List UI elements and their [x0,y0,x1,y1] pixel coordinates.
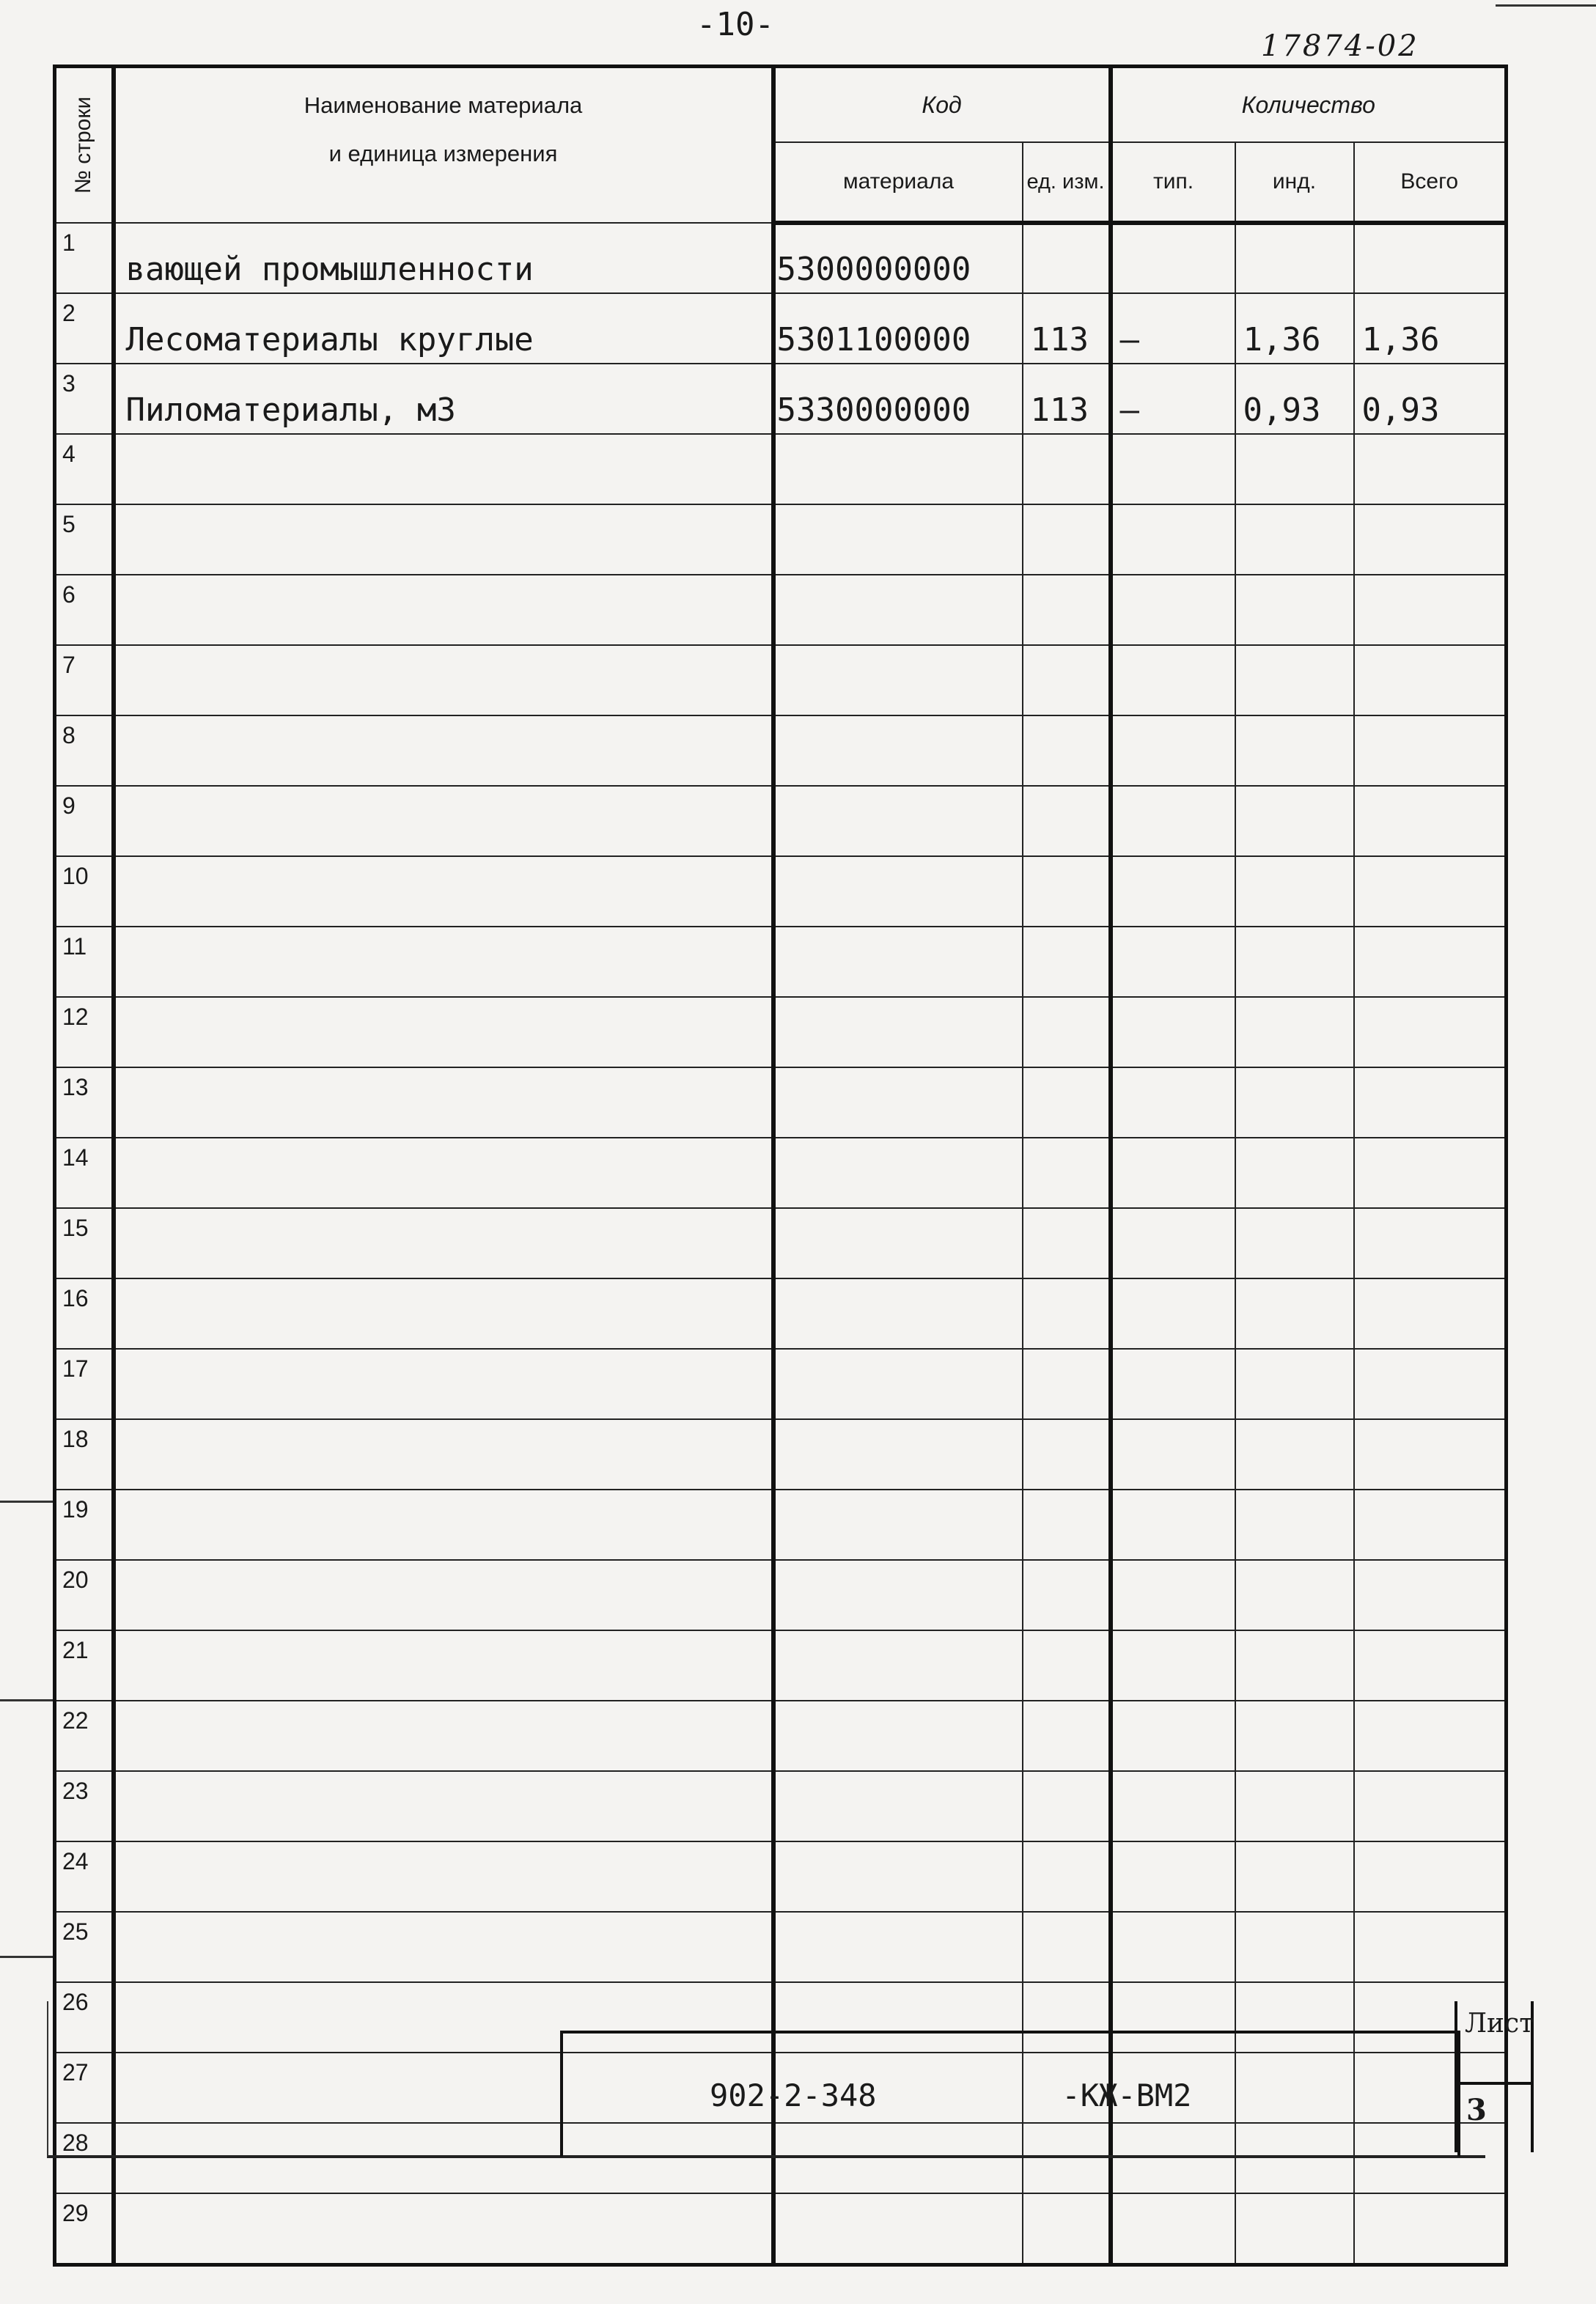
total-quantity-cell [1354,504,1507,575]
table-row [55,1067,1507,1138]
unit-code-cell [1023,575,1111,645]
total-quantity-cell [1354,1278,1507,1349]
total-quantity-cell: 1,36 [1354,293,1507,364]
total-quantity-cell [1354,856,1507,927]
row-number-cell: 20 [55,1560,114,1630]
total-quantity-cell [1354,1560,1507,1630]
unit-code-cell [1023,1349,1111,1419]
ind-header: инд. [1235,142,1354,223]
row-number-cell: 5 [55,504,114,575]
material-name-cell [114,504,773,575]
row-number-cell: 27 [55,2053,114,2123]
unit-code-cell [1023,715,1111,786]
unit-code-cell [1023,1278,1111,1349]
ind-quantity-cell [1235,1490,1354,1560]
total-quantity-cell [1354,223,1507,293]
table-row [55,786,1507,856]
material-code-cell [773,1067,1023,1138]
typ-quantity-cell [1111,1841,1235,1912]
material-name-header [114,67,773,224]
ind-quantity-cell [1235,927,1354,997]
table-row [55,1771,1507,1841]
table-row [55,223,1507,293]
unit-code-cell [1023,1912,1111,1982]
material-code-cell [773,504,1023,575]
total-quantity-cell [1354,1067,1507,1138]
materials-table-body [55,223,1507,2265]
ind-quantity-cell [1235,1701,1354,1771]
unit-code-cell [1023,504,1111,575]
typ-quantity-cell [1111,1912,1235,1982]
ind-quantity-cell [1235,997,1354,1067]
material-name-cell [114,1419,773,1490]
ind-quantity-cell [1235,645,1354,715]
row-number-header-label: № строки [71,96,96,194]
materials-table [53,65,1508,2267]
typ-quantity-cell: – [1111,293,1235,364]
row-number-cell: 18 [55,1419,114,1490]
table-row [55,364,1507,434]
typ-quantity-cell [1111,1278,1235,1349]
unit-code-cell [1023,1419,1111,1490]
unit-code-cell [1023,1138,1111,1208]
row-number-cell: 10 [55,856,114,927]
material-code-cell [773,1771,1023,1841]
ind-quantity-cell: 1,36 [1235,293,1354,364]
ind-quantity-cell [1235,1630,1354,1701]
material-name-cell: вающей промышленности [114,223,773,293]
typ-quantity-cell: – [1111,364,1235,434]
table-row [55,434,1507,504]
material-code-cell [773,575,1023,645]
total-quantity-cell [1354,1912,1507,1982]
ind-quantity-cell [1235,504,1354,575]
total-quantity-cell [1354,1419,1507,1490]
typ-quantity-cell [1111,1701,1235,1771]
total-quantity-cell [1354,1771,1507,1841]
document-code-box [560,2031,1460,2157]
ind-quantity-cell [1235,786,1354,856]
material-name-cell [114,715,773,786]
material-code-cell [773,1490,1023,1560]
table-row [55,856,1507,927]
total-quantity-cell [1354,1701,1507,1771]
table-row [55,575,1507,645]
total-quantity-cell [1354,786,1507,856]
material-name-cell [114,1912,773,1982]
ind-quantity-cell [1235,1419,1354,1490]
edge-line [1496,4,1596,7]
material-code-cell [773,1419,1023,1490]
typ-quantity-cell [1111,2193,1235,2265]
material-code-header: материала [773,142,1023,223]
row-number-cell: 11 [55,927,114,997]
material-code-cell [773,856,1023,927]
table-row [55,1560,1507,1630]
unit-code-cell [1023,434,1111,504]
table-row [55,1278,1507,1349]
material-name-cell [114,575,773,645]
row-number-cell: 4 [55,434,114,504]
material-name-cell [114,786,773,856]
ind-quantity-cell [1235,1349,1354,1419]
row-number-cell: 15 [55,1208,114,1278]
material-code-cell [773,1138,1023,1208]
margin-mark [0,1956,53,1958]
typ-quantity-cell [1111,715,1235,786]
sheet-number: 3 [1466,2093,1487,2127]
typ-quantity-cell [1111,645,1235,715]
unit-code-cell [1023,856,1111,927]
material-code-cell [773,1208,1023,1278]
material-code-cell [773,434,1023,504]
typ-quantity-cell [1111,1771,1235,1841]
material-name-cell [114,1138,773,1208]
row-number-cell: 7 [55,645,114,715]
material-code-cell: 5301100000 [773,293,1023,364]
table-row [55,293,1507,364]
unit-code-cell [1023,927,1111,997]
total-quantity-cell [1354,715,1507,786]
row-number-cell: 8 [55,715,114,786]
unit-code-cell [1023,1208,1111,1278]
material-name-cell [114,997,773,1067]
table-row [55,1701,1507,1771]
typ-quantity-cell [1111,1630,1235,1701]
material-name-cell [114,1630,773,1701]
ind-quantity-cell [1235,1138,1354,1208]
ind-quantity-cell [1235,2193,1354,2265]
typ-quantity-cell [1111,786,1235,856]
row-number-cell: 25 [55,1912,114,1982]
material-name-cell [114,1771,773,1841]
material-code-cell: 5300000000 [773,223,1023,293]
total-quantity-cell [1354,1630,1507,1701]
unit-code-cell [1023,1560,1111,1630]
material-name-cell [114,1208,773,1278]
typ-quantity-cell [1111,927,1235,997]
row-number-cell: 17 [55,1349,114,1419]
total-quantity-cell [1354,645,1507,715]
material-code-cell [773,645,1023,715]
material-name-cell [114,1278,773,1349]
table-row [55,2193,1507,2265]
ind-quantity-cell [1235,223,1354,293]
row-number-cell: 24 [55,1841,114,1912]
ind-quantity-cell [1235,575,1354,645]
material-name-cell [114,1560,773,1630]
table-row [55,1630,1507,1701]
material-code-cell: 5330000000 [773,364,1023,434]
ind-quantity-cell [1235,1208,1354,1278]
typ-quantity-cell [1111,1349,1235,1419]
row-number-cell: 29 [55,2193,114,2265]
table-row [55,1912,1507,1982]
material-name-cell [114,645,773,715]
typ-header: тип. [1111,142,1235,223]
table-row [55,645,1507,715]
total-quantity-cell [1354,1208,1507,1278]
material-code-cell [773,1841,1023,1912]
table-row [55,997,1507,1067]
typ-quantity-cell [1111,1067,1235,1138]
material-code-cell [773,1349,1023,1419]
row-number-cell: 12 [55,997,114,1067]
unit-code-cell: 113 [1023,364,1111,434]
sheet-label: Лист [1465,2009,1534,2039]
table-row [55,1490,1507,1560]
material-name-cell: Лесоматериалы круглые [114,293,773,364]
row-number-cell: 16 [55,1278,114,1349]
ind-quantity-cell [1235,1067,1354,1138]
material-code-cell [773,1630,1023,1701]
quantity-group-header: Количество [1111,67,1507,143]
row-number-cell: 28 [55,2123,114,2193]
unit-code-cell [1023,645,1111,715]
name-header-line1: Наименование материала [304,92,583,118]
unit-code-cell [1023,1701,1111,1771]
ind-quantity-cell [1235,1278,1354,1349]
title-block [47,2001,1534,2155]
material-code-cell [773,715,1023,786]
typ-quantity-cell [1111,1490,1235,1560]
table-row [55,1349,1507,1419]
unit-code-cell [1023,786,1111,856]
typ-quantity-cell [1111,434,1235,504]
table-row [55,1841,1507,1912]
unit-code-cell [1023,1067,1111,1138]
total-quantity-cell [1354,1349,1507,1419]
material-code-cell [773,997,1023,1067]
row-number-cell: 26 [55,1982,114,2053]
material-code-cell [773,1912,1023,1982]
table-row [55,715,1507,786]
document-code: 902-2-348 -КЖ-ВМ2 [710,2077,1192,2113]
material-name-cell [114,856,773,927]
unit-code-cell [1023,1630,1111,1701]
typ-quantity-cell [1111,575,1235,645]
total-quantity-cell [1354,1841,1507,1912]
row-number-cell: 2 [55,293,114,364]
unit-code-cell [1023,1771,1111,1841]
code-group-header: Код [773,67,1111,143]
material-code-cell [773,2193,1023,2265]
name-header-line2: и единица измерения [328,141,558,166]
row-number-cell: 23 [55,1771,114,1841]
material-name-cell [114,2193,773,2265]
typ-quantity-cell [1111,856,1235,927]
material-name-cell [114,927,773,997]
material-code-cell [773,786,1023,856]
unit-code-cell [1023,1841,1111,1912]
total-quantity-cell [1354,927,1507,997]
material-name-cell [114,1490,773,1560]
typ-quantity-cell [1111,1419,1235,1490]
page-number: -10- [696,6,774,43]
row-number-cell: 22 [55,1701,114,1771]
material-code-cell [773,1701,1023,1771]
material-code-cell [773,1560,1023,1630]
row-number-cell: 19 [55,1490,114,1560]
material-name-cell [114,1067,773,1138]
table-row [55,1419,1507,1490]
ind-quantity-cell [1235,1771,1354,1841]
total-quantity-cell [1354,997,1507,1067]
total-quantity-cell [1354,2193,1507,2265]
row-number-cell: 6 [55,575,114,645]
material-name-cell [114,1701,773,1771]
table-row [55,504,1507,575]
material-name-cell [114,1349,773,1419]
typ-quantity-cell [1111,223,1235,293]
total-quantity-cell [1354,1138,1507,1208]
unit-code-cell [1023,1490,1111,1560]
sheet-separator [1455,2082,1531,2085]
typ-quantity-cell [1111,1138,1235,1208]
typ-quantity-cell [1111,997,1235,1067]
material-name-cell: Пиломатериалы, м3 [114,364,773,434]
ind-quantity-cell [1235,856,1354,927]
ind-quantity-cell [1235,1560,1354,1630]
handwritten-archive-code: 17874-02 [1261,29,1419,63]
ind-quantity-cell [1235,1841,1354,1912]
ind-quantity-cell [1235,1912,1354,1982]
row-number-cell: 1 [55,223,114,293]
row-number-cell: 13 [55,1067,114,1138]
total-quantity-cell: 0,93 [1354,364,1507,434]
typ-quantity-cell [1111,1560,1235,1630]
margin-mark [0,1699,53,1701]
unit-code-cell [1023,223,1111,293]
material-code-cell [773,1278,1023,1349]
unit-code-cell [1023,2193,1111,2265]
unit-code-cell: 113 [1023,293,1111,364]
row-number-cell: 9 [55,786,114,856]
ind-quantity-cell: 0,93 [1235,364,1354,434]
total-quantity-cell [1354,575,1507,645]
ind-quantity-cell [1235,434,1354,504]
material-name-cell [114,1841,773,1912]
table-row [55,1138,1507,1208]
material-name-cell [114,434,773,504]
row-number-cell: 21 [55,1630,114,1701]
row-number-cell: 3 [55,364,114,434]
row-number-header [55,67,114,224]
ind-quantity-cell [1235,715,1354,786]
total-quantity-cell [1354,434,1507,504]
unit-header: ед. изм. [1023,142,1111,223]
material-code-cell [773,927,1023,997]
total-header: Всего [1354,142,1507,223]
total-quantity-cell [1354,1490,1507,1560]
typ-quantity-cell [1111,1208,1235,1278]
margin-mark [0,1501,53,1503]
unit-code-cell [1023,997,1111,1067]
table-row [55,927,1507,997]
table-row [55,1208,1507,1278]
typ-quantity-cell [1111,504,1235,575]
row-number-cell: 14 [55,1138,114,1208]
